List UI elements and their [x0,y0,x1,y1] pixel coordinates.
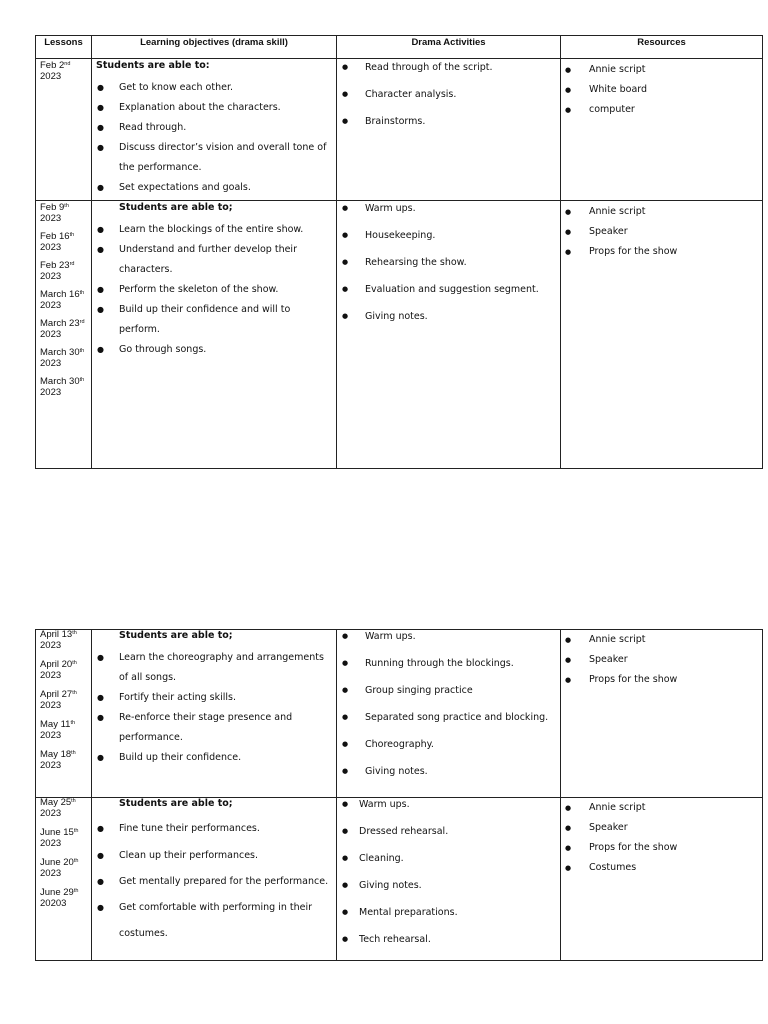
objectives-cell [92,798,337,961]
lesson-dates-cell [36,59,92,201]
activities-list [337,59,560,128]
list-item: ● Character analysis. [337,88,560,101]
list-item: ● Understand and further develop their characters. [92,240,336,280]
lesson-date: May 11th 2023 [40,719,76,741]
resources-list [561,59,762,120]
list-item: ● Dressed rehearsal. [337,825,560,838]
lesson-date: Feb 2nd 2023 [40,60,71,82]
list-item: ● Get mentally prepared for the performance. [92,869,336,895]
header-activities: Drama Activities [337,36,561,59]
resources-list [561,798,762,878]
resources-cell [561,798,763,961]
list-item: ● Annie script [561,202,762,222]
list-item: ● Brainstorms. [337,115,560,128]
list-item: ● Running through the blockings. [337,657,560,670]
list-item: ● Go through songs. [92,340,336,360]
list-item: ● Get comfortable with performing in their costumes. [92,895,336,947]
activities-cell [337,201,561,469]
list-item: ● White board [561,80,762,100]
activities-cell [337,630,561,798]
list-item: ● Cleaning. [337,852,560,865]
lesson-dates-cell [36,201,92,469]
list-item: ● Annie script [561,60,762,80]
list-item: ● Clean up their performances. [92,842,336,869]
lesson-date: Feb 16th 2023 [40,231,75,253]
table-row [36,630,763,798]
list-item: ● Giving notes. [337,879,560,892]
list-item: ● Separated song practice and blocking. [337,711,560,724]
objectives-list [92,78,336,198]
lesson-date: April 27th 2023 [40,689,77,711]
objectives-heading: Students are able to: [96,60,210,71]
objectives-cell [92,59,337,201]
list-item: ● Props for the show [561,670,762,690]
activities-list [337,201,560,323]
activities-cell [337,798,561,961]
list-item: ● Choreography. [337,738,560,751]
table-header-row [36,36,763,59]
resources-cell [561,201,763,469]
list-item: ● Warm ups. [337,630,560,643]
lesson-date: March 30th 2023 [40,376,85,398]
list-item: ● Perform the skeleton of the show. [92,280,336,300]
list-item: ● Annie script [561,630,762,650]
resources-cell [561,630,763,798]
activities-cell [337,59,561,201]
lesson-date: Feb 9th 2023 [40,202,69,224]
lesson-date: April 13th 2023 [40,629,77,651]
resources-cell [561,59,763,201]
list-item: ● Mental preparations. [337,906,560,919]
list-item: ● Fortify their acting skills. [92,688,336,708]
activities-list [337,630,560,778]
resources-list [561,201,762,262]
objectives-list [92,648,336,768]
list-item: ● Discuss director’s vision and overall tone of the performance. [92,138,336,178]
list-item: ● Housekeeping. [337,229,560,242]
list-item: ● Learn the choreography and arrangements of all songs. [92,648,336,688]
header-resources: Resources [561,36,763,59]
lesson-date: March 16th 2023 [40,289,85,311]
lesson-dates-cell [36,798,92,961]
list-item: ● computer [561,100,762,120]
objectives-heading: Students are able to; [119,798,233,809]
resources-list [561,630,762,690]
list-item: ● Warm ups. [337,798,560,811]
list-item: ● Build up their confidence and will to perform. [92,300,336,340]
table-row [36,59,763,201]
list-item: ● Giving notes. [337,765,560,778]
list-item: ● Explanation about the characters. [92,98,336,118]
list-item: ● Annie script [561,798,762,818]
objectives-list [92,816,336,947]
lesson-date: May 25th 2023 [40,797,76,819]
list-item: ● Speaker [561,222,762,242]
list-item: ● Build up their confidence. [92,748,336,768]
list-item: ● Fine tune their performances. [92,816,336,842]
list-item: ● Re-enforce their stage presence and performance. [92,708,336,748]
list-item: ● Speaker [561,650,762,670]
activities-list [337,798,560,946]
lesson-date: March 23rd 2023 [40,318,85,340]
list-item: ● Read through. [92,118,336,138]
objectives-cell [92,201,337,469]
list-item: ● Rehearsing the show. [337,256,560,269]
lesson-date: March 30th 2023 [40,347,85,369]
lesson-date: June 20th 2023 [40,857,79,879]
lesson-date: June 15th 2023 [40,827,79,849]
list-item: ● Learn the blockings of the entire show. [92,220,336,240]
header-objectives: Learning objectives (drama skill) [92,36,337,59]
table-row [36,201,763,469]
list-item: ● Evaluation and suggestion segment. [337,283,560,296]
objectives-heading: Students are able to; [119,202,233,213]
list-item: ● Speaker [561,818,762,838]
lesson-date: May 18th 2023 [40,749,76,771]
list-item: ● Group singing practice [337,684,560,697]
lesson-plan-table-2 [35,629,763,961]
list-item: ● Warm ups. [337,202,560,215]
lesson-plan-table-1 [35,35,763,469]
objectives-heading: Students are able to; [119,630,233,641]
lesson-date: April 20th 2023 [40,659,77,681]
list-item: ● Get to know each other. [92,78,336,98]
header-lessons: Lessons [36,36,92,59]
lesson-date: Feb 23rd 2023 [40,260,75,282]
lesson-date: June 29th 20203 [40,887,79,909]
list-item: ● Props for the show [561,838,762,858]
list-item: ● Costumes [561,858,762,878]
list-item: ● Set expectations and goals. [92,178,336,198]
objectives-list [92,220,336,360]
list-item: ● Tech rehearsal. [337,933,560,946]
list-item: ● Props for the show [561,242,762,262]
list-item: ● Giving notes. [337,310,560,323]
table-row [36,798,763,961]
objectives-cell [92,630,337,798]
list-item: ● Read through of the script. [337,61,560,74]
lesson-dates-cell [36,630,92,798]
